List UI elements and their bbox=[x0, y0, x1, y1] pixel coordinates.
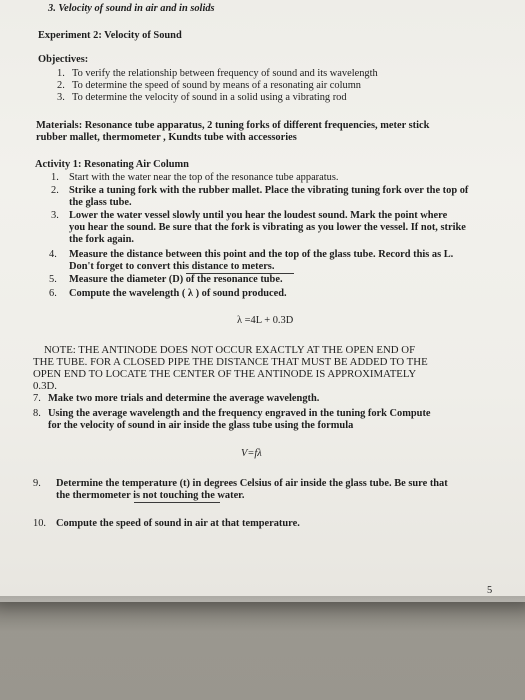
materials-text: Resonance tube apparatus, 2 tuning forks of different frequencies, meter stick bbox=[82, 120, 430, 131]
page-shadow bbox=[0, 596, 525, 700]
experiment-title: Experiment 2: Velocity of Sound bbox=[38, 30, 182, 41]
step-number: 8. bbox=[33, 408, 41, 419]
note-line: THE TUBE. FOR A CLOSED PIPE THE DISTANCE THAT MUST BE ADDED TO THE bbox=[33, 356, 428, 368]
step-line: Make two more trials and determine the average wavelength. bbox=[48, 393, 320, 404]
step-number: 2. bbox=[51, 185, 59, 196]
step-line: the thermometer is not touching the water. bbox=[56, 490, 245, 501]
step-line: Measure the distance between this point and the top of the glass tube. Record this as L. bbox=[69, 249, 454, 260]
objective-number: 1. bbox=[57, 68, 65, 79]
step-line: for the velocity of sound in air inside the glass tube using the formula bbox=[48, 420, 354, 431]
step-number: 10. bbox=[33, 518, 46, 529]
step-line: Start with the water near the top of the resonance tube apparatus. bbox=[69, 172, 339, 183]
objectives-heading: Objectives: bbox=[38, 54, 89, 65]
step-line: Don't forget to convert this distance to meters. bbox=[69, 261, 275, 272]
step-line: the glass tube. bbox=[69, 197, 132, 208]
wavelength-formula: λ =4L + 0.3D bbox=[237, 315, 294, 326]
page-number: 5 bbox=[487, 585, 493, 596]
step-line: the fork again. bbox=[69, 234, 134, 245]
step-line: Using the average wavelength and the frequency engraved in the tuning fork Compute bbox=[48, 408, 431, 419]
objective-number: 2. bbox=[57, 80, 65, 91]
step-line: Compute the speed of sound in air at that temperature. bbox=[56, 518, 300, 529]
note-line: OPEN END TO LOCATE THE CENTER OF THE ANTINODE IS APPROXIMATELY bbox=[33, 368, 417, 380]
note-line: 0.3D. bbox=[33, 380, 57, 392]
section-header: 3. Velocity of sound in air and in solids bbox=[48, 3, 215, 14]
objective-item: To determine the velocity of sound in a solid using a vibrating rod bbox=[72, 92, 347, 103]
step-line: Lower the water vessel slowly until you hear the loudest sound. Mark the point where bbox=[69, 210, 448, 221]
step-line: Compute the wavelength ( λ ) of sound produced. bbox=[69, 288, 287, 299]
step-number: 4. bbox=[49, 249, 57, 260]
pen-underline bbox=[134, 502, 220, 503]
step-number: 3. bbox=[51, 210, 59, 221]
objective-item: To determine the speed of sound by means of a resonating air column bbox=[72, 80, 361, 91]
step-line: Determine the temperature (t) in degrees Celsius of air inside the glass tube. Be sure that bbox=[56, 478, 448, 489]
step-number: 5. bbox=[49, 274, 57, 285]
step-number: 1. bbox=[51, 172, 59, 183]
step-line: Strike a tuning fork with the rubber mallet. Place the vibrating tuning fork over the top of bbox=[69, 185, 469, 196]
step-line: you hear the sound. Be sure that the fork is vibrating as you lower the vessel. If not, strike bbox=[69, 222, 466, 233]
note-line: NOTE: THE ANTINODE DOES NOT OCCUR EXACTLY AT THE OPEN END OF bbox=[44, 344, 416, 356]
materials-paragraph bbox=[36, 121, 429, 131]
velocity-formula: V=fλ bbox=[241, 448, 262, 459]
step-number: 9. bbox=[33, 478, 41, 489]
objective-item: To verify the relationship between frequency of sound and its wavelength bbox=[72, 68, 378, 79]
step-number: 6. bbox=[49, 288, 57, 299]
objective-number: 3. bbox=[57, 92, 65, 103]
step-number: 7. bbox=[33, 393, 41, 404]
materials-label: Materials: bbox=[36, 120, 83, 131]
materials-text-line2: rubber mallet, thermometer , Kundts tube with accessories bbox=[36, 132, 297, 143]
activity-heading: Activity 1: Resonating Air Column bbox=[35, 159, 189, 170]
step-line: Measure the diameter (D) of the resonance tube. bbox=[69, 274, 283, 285]
